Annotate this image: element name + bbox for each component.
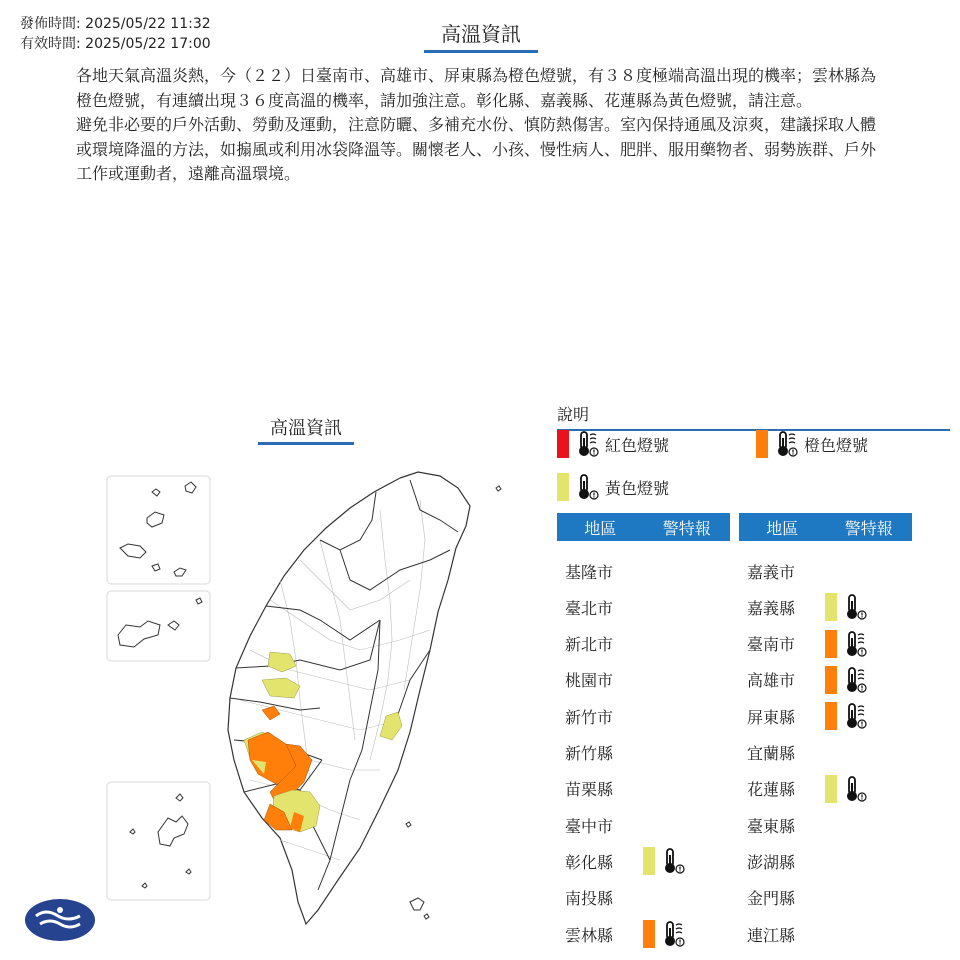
alert-swatch-orange [825, 630, 837, 658]
table-row [557, 771, 643, 807]
alert-swatch-orange [825, 702, 837, 730]
thermometer-extreme-icon [661, 920, 685, 948]
thermometer-warning-icon [661, 847, 685, 875]
alert-cell [643, 847, 685, 875]
alert-cell [825, 702, 867, 730]
taiwan-map [0, 440, 540, 960]
alert-cell [825, 630, 867, 658]
legend-title: 說明 [557, 402, 950, 431]
table-row [557, 735, 643, 771]
legend-swatch-red [557, 430, 569, 458]
alert-swatch-yellow [825, 593, 837, 621]
col-header-region: 地區 [766, 518, 799, 538]
alert-swatch-yellow [825, 775, 837, 803]
alert-swatch-yellow [643, 847, 655, 875]
table-row [739, 553, 825, 589]
table-row [557, 843, 685, 879]
green-island [406, 822, 411, 827]
legend-item-yellow [557, 473, 669, 501]
inset-box-penghu [107, 782, 210, 900]
alert-cell [643, 920, 685, 948]
legend-swatch-yellow [557, 473, 569, 501]
lesser-orchid-island [424, 914, 429, 919]
issue-meta [20, 14, 211, 54]
col-header-region: 地區 [584, 518, 617, 538]
thermometer-extreme-icon [843, 702, 867, 730]
col-header-alert: 警特報 [662, 518, 711, 538]
page-title: 高溫資訊 [424, 18, 538, 53]
region-name: 嘉義市 [747, 562, 796, 582]
region-name: 花蓮縣 [747, 780, 796, 800]
col-header-alert: 警特報 [844, 518, 893, 538]
table-row [557, 880, 643, 916]
region-name: 苗栗縣 [565, 780, 614, 800]
region-name: 新北市 [565, 635, 614, 655]
region-name: 新竹市 [565, 707, 614, 727]
advisory-paragraph-2: 避免非必要的戶外活動、勞動及運動，注意防曬、多補充水份、慎防熱傷害。室內保持通風及涼爽，建議採取人體或環境降溫的方法，如搧風或利用冰袋降溫等。關懷老人、小孩、慢性病人、肥胖、服用藥物者、弱勢族群、戶外工作或運動者，遠離高溫環境。 [76, 115, 877, 183]
thermometer-extreme-icon [575, 430, 599, 458]
region-name: 臺北市 [565, 598, 614, 618]
legend-label-orange: 橙色燈號 [804, 435, 869, 455]
region-name: 臺東縣 [747, 816, 796, 836]
thermometer-warning-icon [843, 593, 867, 621]
region-name: 雲林縣 [565, 925, 614, 945]
turtle-island [496, 486, 501, 491]
region-name: 澎湖縣 [747, 852, 796, 872]
legend-swatch-orange [756, 430, 768, 458]
region-name: 彰化縣 [565, 852, 614, 872]
region-name: 新竹縣 [565, 744, 614, 763]
table-row [557, 916, 685, 952]
table-row [557, 698, 643, 734]
map-title: 高溫資訊 [258, 414, 354, 445]
thermometer-warning-icon [575, 473, 599, 501]
alert-cell [825, 593, 867, 621]
region-name: 屏東縣 [747, 707, 796, 727]
region-name: 臺中市 [565, 816, 614, 836]
taiwan-main-island [228, 472, 470, 924]
legend-item-red [557, 430, 669, 458]
region-name: 桃園市 [565, 671, 614, 691]
table-row [739, 843, 825, 879]
table-row [557, 553, 643, 589]
table-row [557, 626, 643, 662]
alert-cell [825, 666, 867, 694]
thermometer-extreme-icon [843, 666, 867, 694]
legend-label-yellow: 黃色燈號 [605, 478, 670, 498]
alert-cell [825, 775, 867, 803]
legend-item-orange [756, 430, 868, 458]
region-name: 連江縣 [747, 925, 796, 945]
thermometer-extreme-icon [843, 630, 867, 658]
table-row [557, 807, 643, 843]
table-row [739, 880, 825, 916]
region-name: 南投縣 [565, 889, 614, 909]
table-row [739, 735, 825, 771]
orchid-island [410, 898, 424, 910]
region-name: 臺南市 [747, 635, 796, 655]
table-row [739, 698, 867, 734]
table-row [739, 626, 867, 662]
table-row [557, 662, 643, 698]
advisory-paragraph-1: 各地天氣高溫炎熱，今（２２）日臺南市、高雄市、屏東縣為橙色燈號，有３８度極端高溫出現的機率；雲林縣為橙色燈號，有連續出現３６度高溫的機率，請加強注意。彰化縣、嘉義縣、花蓮縣為黃色燈號，請注意。 [76, 66, 877, 110]
table-row [739, 807, 825, 843]
table-row [739, 916, 825, 952]
region-name: 宜蘭縣 [747, 744, 796, 763]
issue-time: 發佈時間: 2025/05/22 11:32 [20, 16, 211, 32]
thermometer-warning-icon [843, 775, 867, 803]
thermometer-extreme-icon [774, 430, 798, 458]
table-header-left [557, 513, 730, 541]
legend-label-red: 紅色燈號 [605, 435, 670, 455]
cwa-logo [24, 898, 96, 942]
table-row [739, 771, 867, 807]
region-name: 嘉義縣 [747, 598, 796, 618]
table-row [739, 589, 867, 625]
alert-swatch-orange [643, 920, 655, 948]
table-header-right [739, 513, 912, 541]
alert-swatch-orange [825, 666, 837, 694]
valid-time: 有效時間: 2025/05/22 17:00 [20, 36, 211, 52]
advisory-text [76, 64, 886, 187]
table-row [739, 662, 867, 698]
table-row [557, 589, 643, 625]
region-name: 基隆市 [565, 562, 614, 582]
region-name: 高雄市 [747, 671, 796, 691]
region-name: 金門縣 [747, 889, 796, 909]
